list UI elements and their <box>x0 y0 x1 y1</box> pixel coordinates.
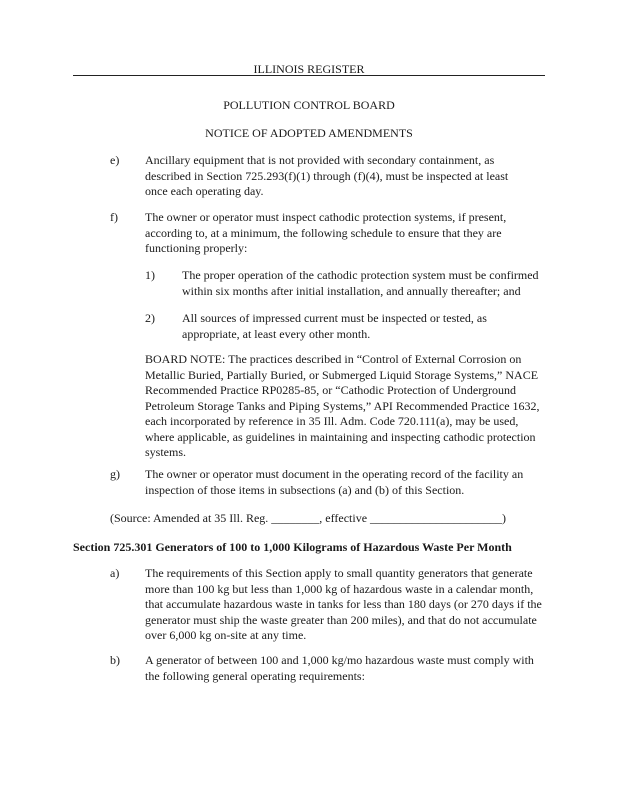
section-b-text: A generator of between 100 and 1,000 kg/mo hazardous waste must comply with the following general operating requirements: <box>145 653 534 683</box>
item-g-label: g) <box>110 467 120 481</box>
item-f1-text: The proper operation of the cathodic protection system must be confirmed within six months after initial installation, and annually thereafter; and <box>182 268 539 298</box>
notice-title: NOTICE OF ADOPTED AMENDMENTS <box>205 126 413 140</box>
item-e-label: e) <box>110 153 120 167</box>
item-e-text: Ancillary equipment that is not provided with secondary containment, as described in Section 725.293(f)(1) through (f)(4), must be inspected at least once each operating day. <box>145 153 509 198</box>
board-note: BOARD NOTE: The practices described in “Control of External Corrosion on Metallic Buried, Partially Buried, or Submerged Liquid Storage Systems,” NACE Recommended Practice RP0285-85, or “Cathodic Protection of Underground Petroleum Storage Tanks and Piping Systems,” API Recommended Practice 1632, each incorporated by reference in 35 Ill. Adm. Code 720.111(a), may be used, where applicable, as guidelines in maintaining and inspecting cathodic protection systems. <box>145 352 540 459</box>
item-f1-label: 1) <box>145 268 155 282</box>
section-heading: Section 725.301 Generators of 100 to 1,000 Kilograms of Hazardous Waste Per Month <box>73 540 512 554</box>
section-b-label: b) <box>110 653 120 667</box>
section-a-text: The requirements of this Section apply to small quantity generators that generate more than 100 kg but less than 1,000 kg of hazardous waste in a calendar month, that accumulate hazardous waste in tanks for less than 180 days (or 270 days if the generator must ship the waste greater than 200 miles), and that do not accumulate over 6,000 kg on-site at any time. <box>145 566 542 642</box>
item-f-label: f) <box>110 210 118 224</box>
item-f-text: The owner or operator must inspect cathodic protection systems, if present, according to, at a minimum, the following schedule to ensure that they are functioning properly: <box>145 210 507 255</box>
item-f2-label: 2) <box>145 311 155 325</box>
item-f2-text: All sources of impressed current must be inspected or tested, as appropriate, at least every other month. <box>182 311 487 341</box>
section-a-label: a) <box>110 566 120 580</box>
board-title: POLLUTION CONTROL BOARD <box>223 98 395 112</box>
source-note: (Source: Amended at 35 Ill. Reg. ________, effective ______________________) <box>110 511 507 525</box>
register-title: ILLINOIS REGISTER <box>253 62 365 76</box>
item-g-text: The owner or operator must document in the operating record of the facility an inspection of those items in subsections (a) and (b) of this Section. <box>145 467 524 497</box>
header-rule <box>73 75 545 76</box>
